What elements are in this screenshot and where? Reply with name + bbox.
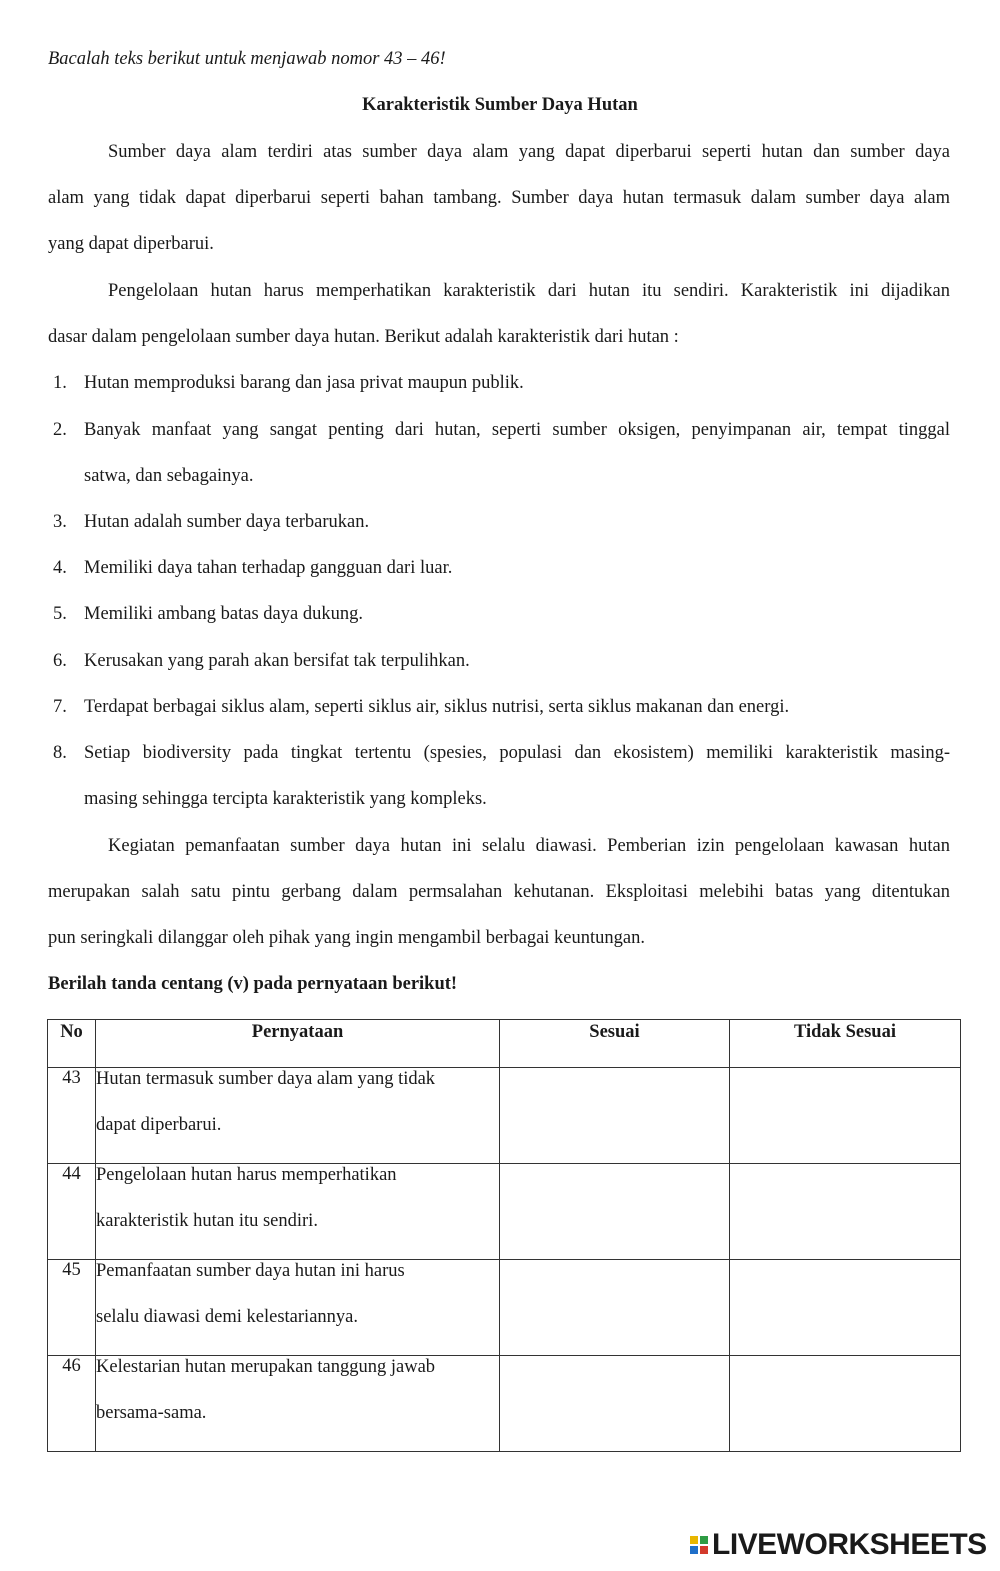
logo-square-icon: [690, 1546, 698, 1554]
paragraph-2-line-2: dasar dalam pengelolaan sumber daya hutan. Berikut adalah karakteristik dari hutan :: [48, 327, 679, 347]
list-item: Banyak manfaat yang sangat penting dari hutan, seperti sumber oksigen, penyimpanan air, tempat tinggal: [84, 420, 950, 440]
paragraph-1-line-3: yang dapat diperbarui.: [48, 234, 214, 254]
statement-line: Pemanfaatan sumber daya hutan ini harus: [96, 1261, 405, 1281]
paragraph-3-line-1: Kegiatan pemanfaatan sumber daya hutan ini selalu diawasi. Pemberian izin pengelolaan kawasan hutan: [108, 836, 950, 856]
table-row: [48, 1164, 961, 1260]
paragraph-1-line-2: alam yang tidak dapat diperbarui seperti bahan tambang. Sumber daya hutan termasuk dalam sumber daya alam: [48, 188, 950, 208]
list-number: 3.: [53, 512, 67, 532]
list-item: Kerusakan yang parah akan bersifat tak terpulihkan.: [84, 651, 470, 671]
header-disagree: Tidak Sesuai: [730, 1020, 961, 1068]
row-statement: [96, 1356, 500, 1452]
list-number: 5.: [53, 604, 67, 624]
disagree-cell[interactable]: [730, 1260, 961, 1356]
statement-line: Kelestarian hutan merupakan tanggung jawab: [96, 1357, 436, 1377]
liveworksheets-logo: [690, 1525, 987, 1565]
statement-line: selalu diawasi demi kelestariannya.: [96, 1307, 358, 1327]
statement-line: karakteristik hutan itu sendiri.: [96, 1211, 318, 1231]
paragraph-3-line-2: merupakan salah satu pintu gerbang dalam permsalahan kehutanan. Eksploitasi melebihi batas yang ditentukan: [48, 882, 950, 902]
list-number: 1.: [53, 373, 67, 393]
agree-cell[interactable]: [500, 1356, 730, 1452]
header-no: No: [48, 1020, 96, 1068]
table-row: [48, 1068, 961, 1164]
list-number: 2.: [53, 420, 67, 440]
statement-line: Pengelolaan hutan harus memperhatikan: [96, 1165, 397, 1185]
liveworksheets-logo-icon: [690, 1536, 708, 1554]
list-number: 7.: [53, 697, 67, 717]
row-number: 44: [48, 1164, 96, 1260]
list-item-continuation: masing sehingga tercipta karakteristik yang kompleks.: [84, 789, 487, 809]
table-row: [48, 1356, 961, 1452]
task-instruction: Berilah tanda centang (v) pada pernyataan berikut!: [48, 974, 458, 994]
list-item-continuation: satwa, dan sebagainya.: [84, 466, 254, 486]
disagree-cell[interactable]: [730, 1356, 961, 1452]
paragraph-3-line-3: pun seringkali dilanggar oleh pihak yang ingin mengambil berbagai keuntungan.: [48, 928, 645, 948]
list-item: Memiliki daya tahan terhadap gangguan dari luar.: [84, 558, 453, 578]
logo-square-icon: [690, 1536, 698, 1544]
row-statement: [96, 1068, 500, 1164]
row-number: 46: [48, 1356, 96, 1452]
row-number: 43: [48, 1068, 96, 1164]
reading-instruction: Bacalah teks berikut untuk menjawab nomor 43 – 46!: [48, 49, 446, 69]
table-row: [48, 1260, 961, 1356]
list-item: Setiap biodiversity pada tingkat tertentu (spesies, populasi dan ekosistem) memiliki karakteristik masing-: [84, 743, 950, 763]
header-agree: Sesuai: [500, 1020, 730, 1068]
list-number: 4.: [53, 558, 67, 578]
paragraph-2-line-1: Pengelolaan hutan harus memperhatikan karakteristik dari hutan itu sendiri. Karakteristik ini dijadikan: [108, 281, 950, 301]
agree-cell[interactable]: [500, 1068, 730, 1164]
list-item: Terdapat berbagai siklus alam, seperti siklus air, siklus nutrisi, serta siklus makanan dan energi.: [84, 697, 790, 717]
list-number: 8.: [53, 743, 67, 763]
logo-square-icon: [700, 1546, 708, 1554]
paragraph-1-line-1: Sumber daya alam terdiri atas sumber daya alam yang dapat diperbarui seperti hutan dan sumber daya: [108, 142, 950, 162]
disagree-cell[interactable]: [730, 1068, 961, 1164]
list-number: 6.: [53, 651, 67, 671]
agree-cell[interactable]: [500, 1260, 730, 1356]
statement-line: dapat diperbarui.: [96, 1115, 222, 1135]
list-item: Memiliki ambang batas daya dukung.: [84, 604, 363, 624]
statement-table: [47, 1019, 961, 1452]
statement-line: bersama-sama.: [96, 1403, 207, 1423]
logo-text: LIVEWORKSHEETS: [712, 1528, 987, 1561]
agree-cell[interactable]: [500, 1164, 730, 1260]
article-title: Karakteristik Sumber Daya Hutan: [362, 95, 638, 115]
list-item: Hutan memproduksi barang dan jasa privat maupun publik.: [84, 373, 524, 393]
header-statement: Pernyataan: [96, 1020, 500, 1068]
row-number: 45: [48, 1260, 96, 1356]
disagree-cell[interactable]: [730, 1164, 961, 1260]
list-item: Hutan adalah sumber daya terbarukan.: [84, 512, 370, 532]
row-statement: [96, 1164, 500, 1260]
logo-square-icon: [700, 1536, 708, 1544]
row-statement: [96, 1260, 500, 1356]
statement-line: Hutan termasuk sumber daya alam yang tidak: [96, 1069, 436, 1089]
